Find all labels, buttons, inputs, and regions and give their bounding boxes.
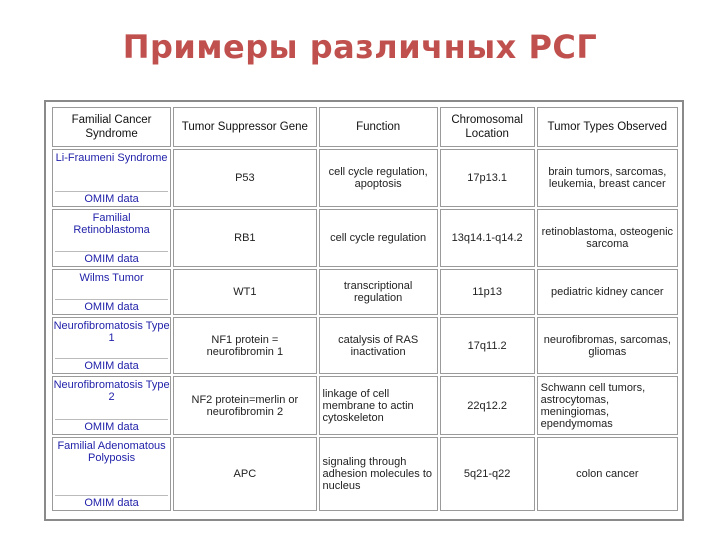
gene-cell: NF2 protein=merlin or neurofibromin 2 [173,376,316,435]
gene-cell: RB1 [173,209,316,267]
function-cell: cell cycle regulation [319,209,438,267]
tumors-cell: colon cancer [537,437,678,511]
table-header-row [52,107,678,147]
tumors-cell: brain tumors, sarcomas, leukemia, breast cancer [537,149,678,207]
gene-cell: P53 [173,149,316,207]
omim-data-link[interactable]: OMIM data [84,421,139,433]
function-cell: catalysis of RAS inactivation [319,317,438,374]
header-gene: Tumor Suppressor Gene [173,107,316,147]
header-location: Chromosomal Location [440,107,535,147]
gene-cell: WT1 [173,269,316,315]
syndrome-cell [52,317,171,374]
table-row [52,149,678,207]
slide-title: Примеры различных РСГ [122,28,598,66]
location-cell: 13q14.1-q14.2 [440,209,535,267]
gene-cell: APC [173,437,316,511]
tumors-cell: neurofibromas, sarcomas, gliomas [537,317,678,374]
syndrome-cell [52,376,171,435]
location-cell: 11p13 [440,269,535,315]
syndrome-cell [52,149,171,207]
table-row [52,376,678,435]
omim-data-link[interactable]: OMIM data [84,253,139,265]
location-cell: 17p13.1 [440,149,535,207]
location-cell: 5q21-q22 [440,437,535,511]
syndrome-link[interactable]: Familial Retinoblastoma [73,212,150,236]
table-frame [44,100,684,521]
function-cell: transcriptional regulation [319,269,438,315]
location-cell: 17q11.2 [440,317,535,374]
omim-data-link[interactable]: OMIM data [84,301,139,313]
table-row [52,317,678,374]
tumors-cell: pediatric kidney cancer [537,269,678,315]
function-cell: cell cycle regulation, apoptosis [319,149,438,207]
omim-data-link[interactable]: OMIM data [84,360,139,372]
syndrome-cell [52,437,171,511]
header-syndrome: Familial Cancer Syndrome [52,107,171,147]
table-row [52,209,678,267]
syndrome-cell [52,209,171,267]
syndrome-link[interactable]: Wilms Tumor [79,272,144,284]
function-cell: linkage of cell membrane to actin cytoskeleton [319,376,438,435]
syndrome-cell [52,269,171,315]
syndrome-link[interactable]: Li-Fraumeni Syndrome [55,152,168,164]
cancer-syndrome-table [50,105,680,513]
gene-cell: NF1 protein = neurofibromin 1 [173,317,316,374]
header-tumor-types: Tumor Types Observed [537,107,678,147]
omim-data-link[interactable]: OMIM data [84,497,139,509]
tumors-cell: retinoblastoma, osteogenic sarcoma [537,209,678,267]
syndrome-link[interactable]: Familial Adenomatous Polyposis [57,440,166,464]
syndrome-link[interactable]: Neurofibromatosis Type 1 [53,320,170,344]
table-row [52,437,678,511]
header-function: Function [319,107,438,147]
function-cell: signaling through adhesion molecules to nucleus [319,437,438,511]
location-cell: 22q12.2 [440,376,535,435]
tumors-cell: Schwann cell tumors, astrocytomas, meningiomas, ependymomas [537,376,678,435]
syndrome-link[interactable]: Neurofibromatosis Type 2 [53,379,170,403]
omim-data-link[interactable]: OMIM data [84,193,139,205]
table-row [52,269,678,315]
